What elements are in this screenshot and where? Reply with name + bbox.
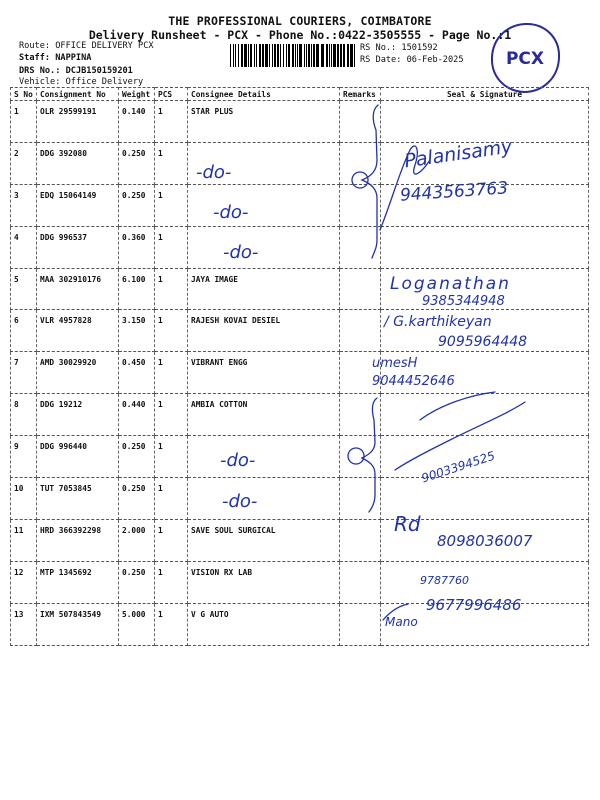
- cell-consignment: AMD 30029920: [37, 352, 119, 394]
- ditto-mark-row4: -do-: [223, 242, 259, 263]
- barcode-bar: [347, 44, 349, 67]
- barcode-bar: [280, 44, 281, 67]
- cell-consignee: [188, 226, 340, 268]
- cell-sno: 10: [11, 478, 37, 520]
- route-label: Route:: [19, 41, 51, 51]
- barcode-bar: [244, 44, 247, 67]
- cell-sno: 7: [11, 352, 37, 394]
- barcode-bar: [262, 44, 264, 67]
- cell-weight: 0.250: [119, 142, 155, 184]
- cell-consignment: VLR 4957828: [37, 310, 119, 352]
- cell-consignee: RAJESH KOVAI DESIEL: [188, 310, 340, 352]
- cell-sno: 4: [11, 226, 37, 268]
- col-consignee-header: Consignee Details: [188, 88, 340, 101]
- cell-weight: 0.440: [119, 394, 155, 436]
- runsheet-table-wrap: [10, 87, 588, 635]
- barcode-bar: [230, 44, 231, 67]
- pcx-stamp: [487, 20, 563, 96]
- cell-consignment: MAA 302910176: [37, 268, 119, 310]
- barcode-bar: [313, 44, 315, 67]
- barcode-bar: [326, 44, 328, 67]
- handwritten-phone-3: 9095964448: [438, 334, 528, 350]
- cell-weight: 0.250: [119, 184, 155, 226]
- handwritten-phone-7: 9787760: [420, 574, 469, 587]
- cell-weight: 3.150: [119, 310, 155, 352]
- barcode-bar: [333, 44, 336, 67]
- staff-line: [19, 52, 91, 64]
- cell-consignment: IXM 507843549: [37, 603, 119, 645]
- cell-sno: 6: [11, 310, 37, 352]
- barcode-bar: [354, 44, 355, 67]
- col-consignment-header: Consignment No: [37, 88, 119, 101]
- ditto-mark-row3: -do-: [213, 202, 249, 223]
- handwritten-phone-6: 8098036007: [437, 532, 533, 550]
- cell-sno: 2: [11, 142, 37, 184]
- col-remarks-header: Remarks: [340, 88, 381, 101]
- handwritten-note: Mano: [385, 615, 418, 629]
- cell-pcs: 1: [155, 184, 188, 226]
- cell-consignee: STAR PLUS: [188, 101, 340, 143]
- cell-consignee: [188, 436, 340, 478]
- cell-weight: 5.000: [119, 603, 155, 645]
- barcode-bar: [331, 44, 332, 67]
- cell-consignment: TUT 7053845: [37, 478, 119, 520]
- route-line: [19, 40, 154, 52]
- stamp-text: PCX: [505, 49, 545, 69]
- rs-date-label: RS Date:: [360, 55, 402, 65]
- company-title: THE PROFESSIONAL COURIERS, COIMBATORE: [168, 14, 432, 28]
- barcode-bar: [304, 44, 305, 67]
- cell-consignment: OLR 29599191: [37, 101, 119, 143]
- cell-sno: 12: [11, 561, 37, 603]
- ditto-mark-row10: -do-: [222, 491, 258, 512]
- cell-sno: 11: [11, 519, 37, 561]
- cell-weight: 6.100: [119, 268, 155, 310]
- cell-pcs: 1: [155, 561, 188, 603]
- cell-remarks: [340, 101, 381, 143]
- cell-pcs: 1: [155, 436, 188, 478]
- cell-pcs: 1: [155, 142, 188, 184]
- barcode-bar: [321, 44, 324, 67]
- barcode-bar: [272, 44, 273, 67]
- barcode-bar: [311, 44, 312, 67]
- cell-consignee: VIBRANT ENGG: [188, 352, 340, 394]
- rs-no-line: [360, 42, 438, 54]
- handwritten-phone-4: 9044452646: [372, 374, 455, 389]
- cell-remarks: [340, 519, 381, 561]
- runsheet-title: Delivery Runsheet - PCX - Phone No.:0422-3505555 - Page No.:1: [88, 28, 512, 42]
- signature-name-1: Palanisamy: [402, 135, 514, 173]
- cell-consignment: EDQ 15064149: [37, 184, 119, 226]
- barcode-bar: [274, 44, 276, 67]
- cell-pcs: 1: [155, 310, 188, 352]
- rs-no-value: 1501592: [401, 43, 438, 53]
- barcode-bar: [286, 44, 287, 67]
- barcode-bar: [256, 44, 257, 67]
- cell-sno: 9: [11, 436, 37, 478]
- cell-pcs: 1: [155, 352, 188, 394]
- cell-pcs: 1: [155, 478, 188, 520]
- cell-consignment: DDG 19212: [37, 394, 119, 436]
- vehicle-value: Office Delivery: [65, 77, 144, 87]
- drs-label: DRS No.:: [19, 66, 61, 76]
- cell-weight: 0.140: [119, 101, 155, 143]
- cell-pcs: 1: [155, 603, 188, 645]
- cell-remarks: [340, 561, 381, 603]
- staff-value: NAPPINA: [55, 53, 92, 63]
- cell-remarks: [340, 603, 381, 645]
- barcode-image: [230, 44, 357, 67]
- route-value: OFFICE DELIVERY PCX: [55, 41, 154, 51]
- cell-remarks: [340, 226, 381, 268]
- cell-consignee: [188, 184, 340, 226]
- handwritten-phone-1: 9443563763: [399, 178, 509, 206]
- staff-label: Staff:: [19, 53, 51, 63]
- table-row: [11, 352, 589, 394]
- table-row: [11, 436, 589, 478]
- cell-remarks: [340, 478, 381, 520]
- col-pcs-header: PCS: [155, 88, 188, 101]
- col-sno-header: S No: [11, 88, 37, 101]
- cell-consignee: V G AUTO: [188, 603, 340, 645]
- table-row: [11, 394, 589, 436]
- cell-sno: 3: [11, 184, 37, 226]
- cell-remarks: [340, 436, 381, 478]
- barcode-bar: [316, 44, 319, 67]
- barcode-bar: [265, 44, 268, 67]
- cell-remarks: [340, 142, 381, 184]
- cell-consignment: DDG 996440: [37, 436, 119, 478]
- barcode-bar: [248, 44, 249, 67]
- cell-consignment: DDG 996537: [37, 226, 119, 268]
- cell-consignee: JAYA IMAGE: [188, 268, 340, 310]
- cell-weight: 0.450: [119, 352, 155, 394]
- cell-consignee: AMBIA COTTON: [188, 394, 340, 436]
- vehicle-label: Vehicle:: [19, 77, 61, 87]
- barcode-bar: [340, 44, 342, 67]
- table-row: [11, 226, 589, 268]
- barcode-bar: [238, 44, 239, 67]
- barcode-bar: [233, 44, 234, 67]
- barcode-bar: [329, 44, 330, 67]
- table-header-row: [11, 88, 589, 101]
- handwritten-phone-2: 9385344948: [422, 294, 505, 309]
- barcode-bar: [308, 44, 310, 67]
- signature-initials: Rd: [394, 512, 421, 536]
- signature-name-3: / G.karthikeyan: [384, 314, 492, 330]
- cell-pcs: 1: [155, 226, 188, 268]
- cell-weight: 0.250: [119, 478, 155, 520]
- ditto-mark-row9: -do-: [220, 450, 256, 471]
- cell-consignee: SAVE SOUL SURGICAL: [188, 519, 340, 561]
- barcode-bar: [343, 44, 345, 67]
- rs-date-value: 06-Feb-2025: [406, 55, 464, 65]
- barcode-bar: [297, 44, 298, 67]
- handwritten-phone-5: 9003394525: [419, 448, 497, 486]
- cell-sno: 13: [11, 603, 37, 645]
- barcode-bar: [254, 44, 255, 67]
- barcode-bar: [283, 44, 284, 67]
- cell-consignee: [188, 478, 340, 520]
- rs-no-label: RS No.:: [360, 43, 397, 53]
- cell-consignment: DDG 392080: [37, 142, 119, 184]
- barcode-bar: [350, 44, 353, 67]
- cell-signature: [381, 394, 589, 436]
- cell-consignment: MTP 1345692: [37, 561, 119, 603]
- col-weight-header: Weight: [119, 88, 155, 101]
- barcode-bar: [292, 44, 294, 67]
- table-row: [11, 478, 589, 520]
- cell-pcs: 1: [155, 519, 188, 561]
- cell-pcs: 1: [155, 101, 188, 143]
- barcode-bar: [295, 44, 296, 67]
- cell-sno: 5: [11, 268, 37, 310]
- cell-sno: 1: [11, 101, 37, 143]
- barcode-bar: [235, 44, 236, 67]
- cell-remarks: [340, 310, 381, 352]
- barcode-bar: [306, 44, 307, 67]
- signature-name-2: Loganathan: [390, 274, 511, 294]
- handwritten-phone-8: 9677996486: [426, 596, 522, 614]
- cell-signature: [381, 101, 589, 143]
- signature-name-4: umesH: [372, 356, 418, 371]
- barcode-bar: [277, 44, 279, 67]
- cell-weight: 2.000: [119, 519, 155, 561]
- barcode-bar: [288, 44, 290, 67]
- cell-consignee: VISION RX LAB: [188, 561, 340, 603]
- cell-weight: 0.250: [119, 436, 155, 478]
- barcode-bar: [259, 44, 261, 67]
- ditto-mark-row2: -do-: [196, 162, 232, 183]
- cell-remarks: [340, 394, 381, 436]
- barcode-bar: [299, 44, 302, 67]
- cell-weight: 0.250: [119, 561, 155, 603]
- col-signature-header: Seal & Signature: [381, 88, 589, 101]
- barcode-bar: [241, 44, 243, 67]
- rs-date-line: [360, 54, 464, 66]
- barcode-bar: [250, 44, 252, 67]
- runsheet-table: [10, 87, 589, 646]
- cell-remarks: [340, 184, 381, 226]
- cell-sno: 8: [11, 394, 37, 436]
- drs-value: DCJB150159201: [65, 66, 133, 76]
- cell-weight: 0.360: [119, 226, 155, 268]
- cell-consignment: HRD 366392298: [37, 519, 119, 561]
- cell-signature: [381, 226, 589, 268]
- cell-pcs: 1: [155, 268, 188, 310]
- barcode-bar: [269, 44, 270, 67]
- cell-pcs: 1: [155, 394, 188, 436]
- barcode-bar: [337, 44, 339, 67]
- cell-remarks: [340, 268, 381, 310]
